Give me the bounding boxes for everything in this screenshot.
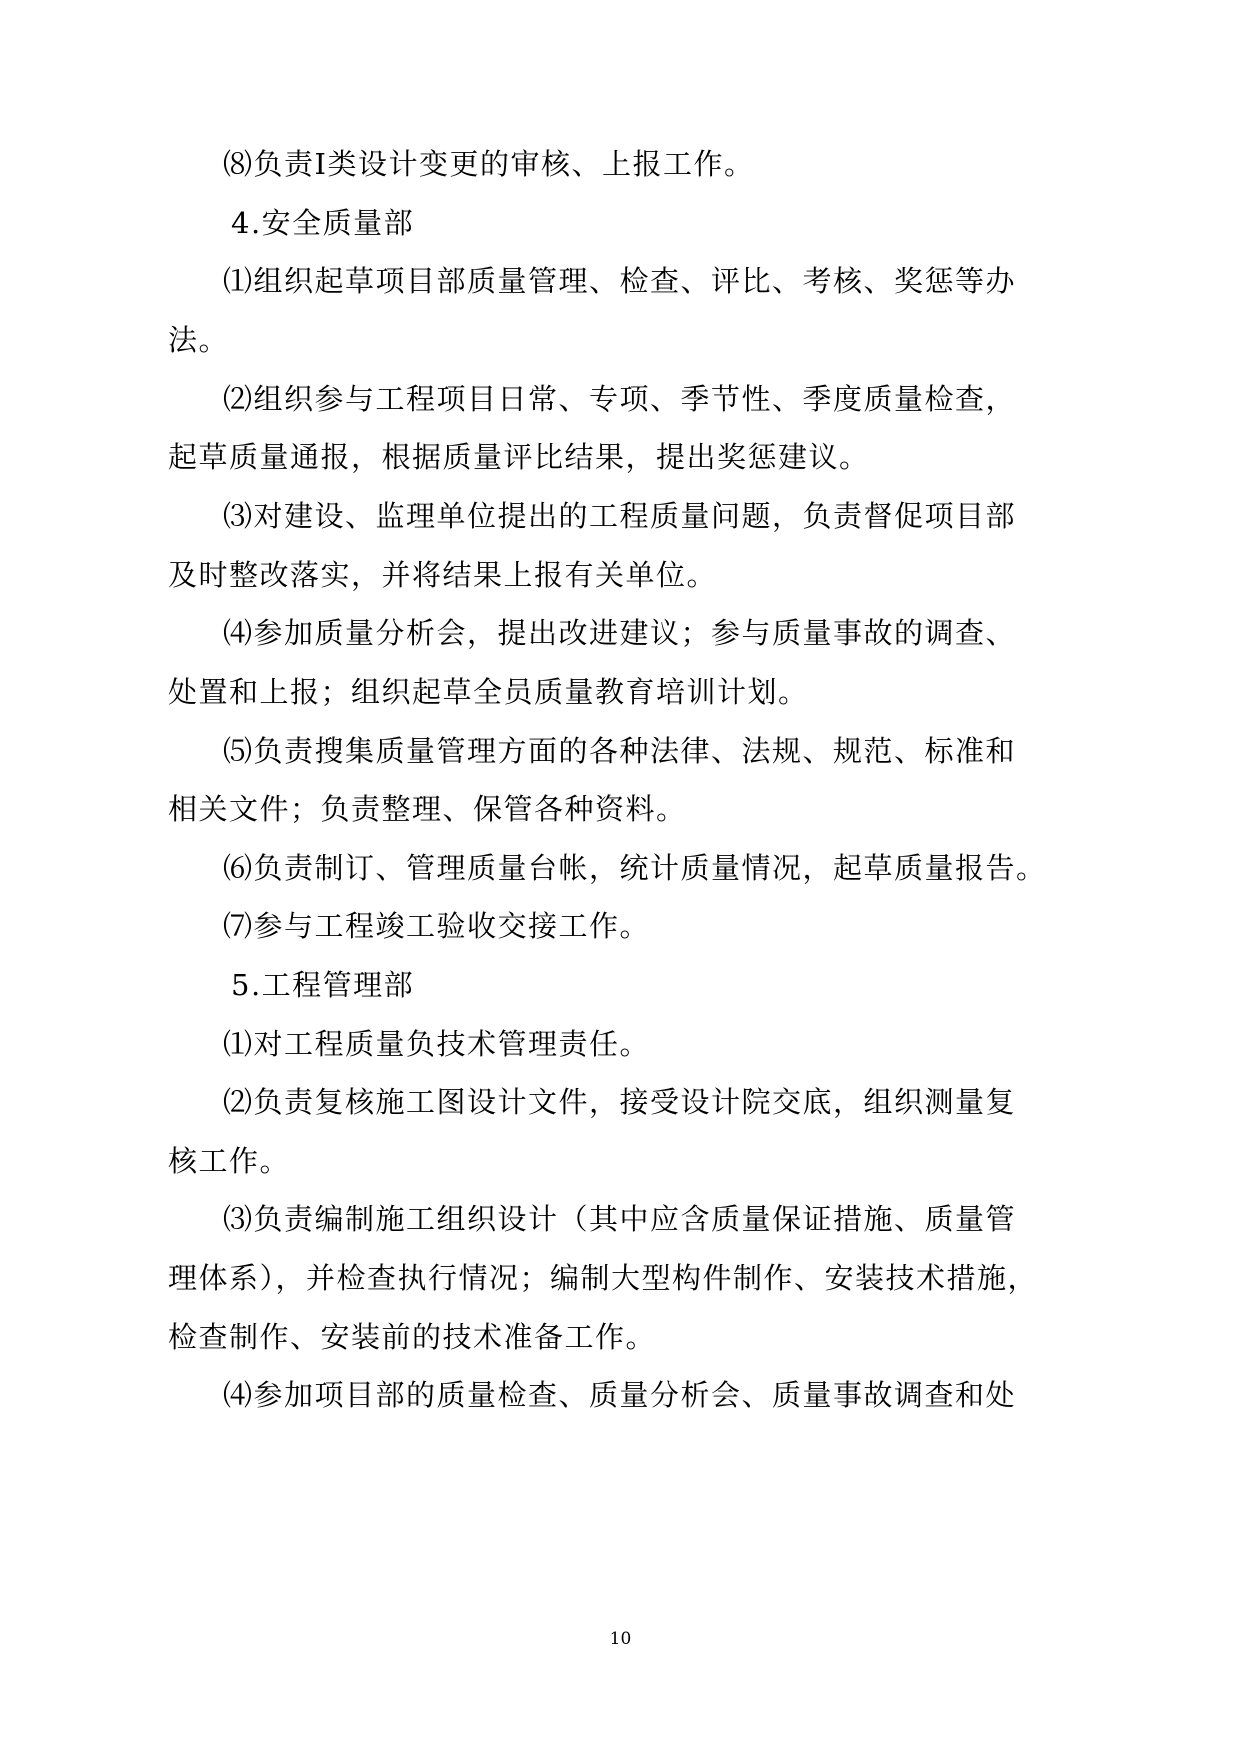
section-heading-safety-quality: 4.安全质量部 <box>231 206 415 240</box>
paragraph-line: 处置和上报；组织起草全员质量教育培训计划。 <box>168 675 809 709</box>
paragraph-line: ⑷参加项目部的质量检查、质量分析会、质量事故调查和处 <box>223 1378 1017 1412</box>
paragraph-line: ⑹负责制订、管理质量台帐，统计质量情况，起草质量报告。 <box>223 851 1047 885</box>
paragraph-line: ⑺参与工程竣工验收交接工作。 <box>223 909 651 943</box>
paragraph-line: 检查制作、安装前的技术准备工作。 <box>168 1320 657 1354</box>
paragraph-line: 相关文件；负责整理、保管各种资料。 <box>168 792 687 826</box>
paragraph-line: ⑸负责搜集质量管理方面的各种法律、法规、规范、标准和 <box>223 734 1017 768</box>
paragraph-line: 理体系），并检查执行情况；编制大型构件制作、安装技术措施， <box>168 1261 1039 1295</box>
paragraph-line: ⑵负责复核施工图设计文件，接受设计院交底，组织测量复 <box>223 1085 1017 1119</box>
section-heading-engineering-management: 5.工程管理部 <box>231 968 415 1002</box>
paragraph-line: ⑴对工程质量负技术管理责任。 <box>223 1027 651 1061</box>
paragraph-line: 起草质量通报，根据质量评比结果，提出奖惩建议。 <box>168 440 870 474</box>
paragraph-line: 及时整改落实，并将结果上报有关单位。 <box>168 558 718 592</box>
paragraph-line: ⑵组织参与工程项目日常、专项、季节性、季度质量检查， <box>223 382 1017 416</box>
paragraph-line: ⑴组织起草项目部质量管理、检查、评比、考核、奖惩等办 <box>223 264 1017 298</box>
page-number: 10 <box>609 1629 632 1649</box>
paragraph-line: ⑶对建设、监理单位提出的工程质量问题，负责督促项目部 <box>223 499 1017 533</box>
paragraph-line: 核工作。 <box>168 1144 291 1178</box>
paragraph-line: 法。 <box>168 323 230 357</box>
paragraph-line: ⑷参加质量分析会，提出改进建议；参与质量事故的调查、 <box>223 616 1017 650</box>
paragraph-line-8-design-change: ⑻负责Ⅰ类设计变更的审核、上报工作。 <box>223 147 755 181</box>
paragraph-line: ⑶负责编制施工组织设计（其中应含质量保证措施、质量管 <box>223 1202 1017 1236</box>
